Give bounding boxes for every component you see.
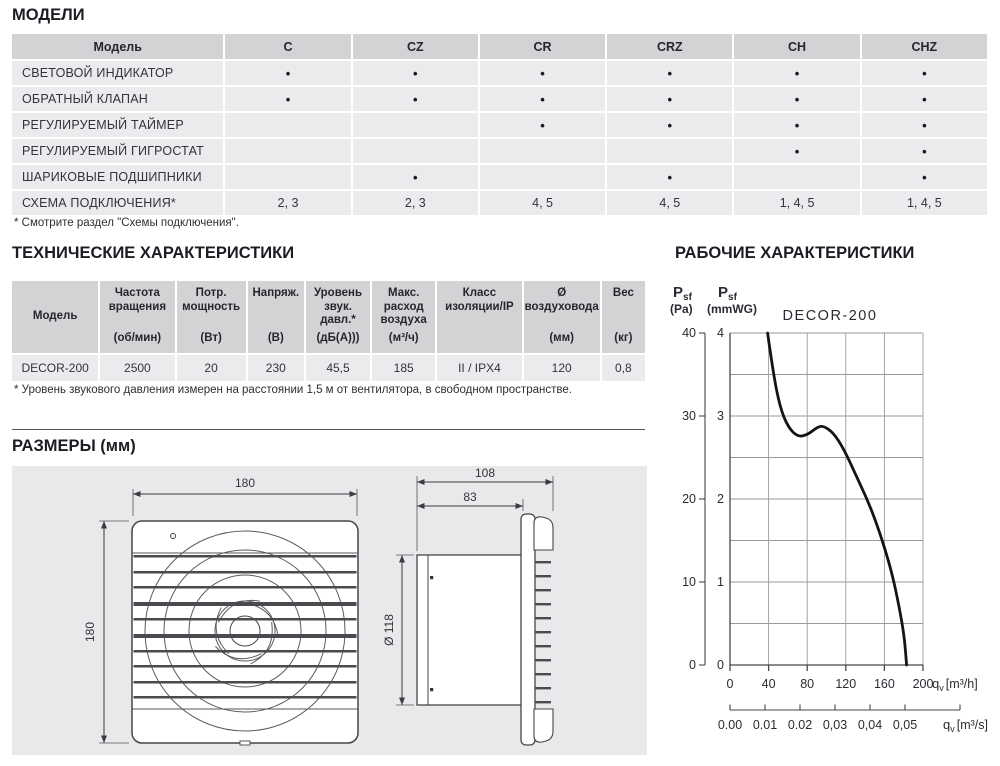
x-tick: 120 — [835, 677, 857, 691]
x2-tick: 0,03 — [822, 718, 848, 732]
feature-label: РЕГУЛИРУЕМЫЙ ГИГРОСТАТ — [12, 139, 223, 163]
feature-cell: • — [734, 139, 859, 163]
performance-chart-block — [660, 240, 1000, 766]
tech-col-header: Класс изоляции/IP — [437, 281, 521, 353]
section-title-dimensions: РАЗМЕРЫ (мм) — [12, 437, 136, 455]
feature-cell: • — [862, 165, 987, 189]
models-table — [10, 32, 989, 217]
spec-cell: 20 — [177, 355, 246, 381]
tech-col-header: Вес (кг) — [602, 281, 645, 353]
feature-cell: 1, 4, 5 — [862, 191, 987, 215]
mmwg-tick: 0 — [717, 658, 724, 672]
table-row — [12, 165, 987, 189]
x2-tick: 0,04 — [857, 718, 883, 732]
tech-col-header: Уровень звук. давл.* (дБ(А))) — [306, 281, 370, 353]
feature-cell: • — [734, 61, 859, 85]
dimensions-drawing — [12, 466, 647, 755]
chart-title: DECOR-200 — [782, 308, 878, 324]
bottom-flange — [534, 709, 553, 742]
feature-label: ОБРАТНЫЙ КЛАПАН — [12, 87, 223, 111]
tech-table — [10, 279, 647, 383]
spec-cell: 45,5 — [306, 355, 370, 381]
dim-depth-duct: 83 — [463, 490, 477, 504]
feature-cell: • — [353, 87, 478, 111]
spec-cell: 230 — [248, 355, 304, 381]
models-col-header: CH — [734, 34, 859, 59]
models-col-header: CR — [480, 34, 605, 59]
models-col-header: Модель — [12, 34, 223, 59]
table-row — [12, 87, 987, 111]
dim-front-width: 180 — [234, 476, 256, 490]
tech-table-data-row — [12, 355, 645, 381]
spec-cell: 0,8 — [602, 355, 645, 381]
tech-col-header: Напряж. (В) — [248, 281, 304, 353]
feature-cell: • — [607, 113, 732, 137]
feature-cell — [225, 113, 350, 137]
feature-label: СХЕМА ПОДКЛЮЧЕНИЯ* — [12, 191, 223, 215]
models-col-header: CHZ — [862, 34, 987, 59]
screw-dot — [430, 688, 433, 691]
feature-cell — [480, 139, 605, 163]
table-row — [12, 139, 987, 163]
side-fins — [535, 561, 551, 703]
x2-tick: 0.01 — [752, 718, 778, 732]
feature-cell — [225, 139, 350, 163]
fan-front-view — [132, 521, 358, 745]
x-tick: 0 — [726, 677, 734, 691]
section-title-performance: РАБОЧИЕ ХАРАКТЕРИСТИКИ — [675, 244, 915, 262]
pa-tick: 20 — [682, 492, 696, 506]
x2-tick: 0.00 — [717, 718, 743, 732]
tech-col-header: Частота вращения (об/мин) — [100, 281, 174, 353]
models-col-header: CZ — [353, 34, 478, 59]
feature-cell — [353, 139, 478, 163]
table-row — [12, 191, 987, 215]
feature-cell: • — [734, 87, 859, 111]
model-name-cell: DECOR-200 — [12, 355, 98, 381]
x-tick: 40 — [761, 677, 776, 691]
mmwg-tick: 1 — [717, 575, 724, 589]
feature-cell: • — [607, 87, 732, 111]
models-col-header: CRZ — [607, 34, 732, 59]
screw-dot — [430, 576, 433, 579]
mmwg-tick: 4 — [717, 326, 724, 340]
chart-grid — [730, 333, 923, 665]
fan-side-view — [417, 514, 553, 745]
spec-cell: 120 — [524, 355, 600, 381]
feature-cell — [480, 165, 605, 189]
section-title-tech: ТЕХНИЧЕСКИЕ ХАРАКТЕРИСТИКИ — [12, 244, 295, 262]
chart-axes — [730, 333, 923, 671]
feature-cell: • — [862, 139, 987, 163]
pa-tick: 10 — [682, 575, 696, 589]
feature-cell: • — [862, 113, 987, 137]
performance-chart — [660, 266, 1000, 766]
mmwg-tick: 2 — [717, 492, 724, 506]
spec-cell: 185 — [372, 355, 435, 381]
pa-tick: 0 — [689, 658, 696, 672]
feature-cell: 1, 4, 5 — [734, 191, 859, 215]
mmwg-axis-unit: (mmWG) — [707, 302, 757, 316]
tech-footnote: * Уровень звукового давления измерен на расстоянии 1,5 м от вентилятора, в свободном пространстве. — [14, 384, 572, 396]
pa-axis-title: $P_{sf}$ — [673, 284, 692, 303]
feature-cell: 4, 5 — [480, 191, 605, 215]
dim-duct-diameter: Ø 118 — [382, 614, 396, 646]
feature-cell: • — [607, 165, 732, 189]
top-flange — [534, 517, 553, 550]
x-tick: 200 — [912, 677, 934, 691]
feature-cell: 4, 5 — [607, 191, 732, 215]
tech-col-header: Ø воздуховода (мм) — [524, 281, 600, 353]
pa-axis-unit: (Pa) — [670, 302, 693, 316]
spec-cell: 2500 — [100, 355, 174, 381]
tech-col-header: Макс. расход воздуха (м³/ч) — [372, 281, 435, 353]
feature-cell: • — [480, 87, 605, 111]
feature-cell: • — [353, 61, 478, 85]
feature-cell: • — [225, 61, 350, 85]
feature-cell: 2, 3 — [353, 191, 478, 215]
feature-cell — [225, 165, 350, 189]
x2-tick: 0,05 — [892, 718, 918, 732]
secondary-x-axis — [730, 705, 960, 711]
spec-cell: II / IPX4 — [437, 355, 521, 381]
feature-cell: • — [734, 113, 859, 137]
models-col-header: C — [225, 34, 350, 59]
feature-cell — [607, 139, 732, 163]
table-row — [12, 61, 987, 85]
section-divider — [12, 429, 645, 430]
pa-axis — [699, 333, 705, 665]
mmwg-tick: 3 — [717, 409, 724, 423]
x-axis-unit-hour: $q_v$ [m³/h] — [932, 676, 978, 693]
feature-cell: • — [862, 87, 987, 111]
pa-tick: 40 — [682, 326, 696, 340]
x-tick: 80 — [800, 677, 815, 691]
tech-col-header: Модель — [12, 281, 98, 353]
feature-cell: 2, 3 — [225, 191, 350, 215]
tech-table-header-row — [12, 281, 645, 353]
front-panel-edge — [521, 514, 535, 745]
models-footnote: * Смотрите раздел "Схемы подключения". — [14, 217, 239, 229]
dimensions-drawing-panel — [12, 466, 647, 755]
dim-depth-total: 108 — [474, 466, 496, 480]
section-title-models: МОДЕЛИ — [12, 6, 85, 24]
feature-cell: • — [225, 87, 350, 111]
feature-cell: • — [862, 61, 987, 85]
feature-cell — [353, 113, 478, 137]
x2-tick: 0.02 — [787, 718, 813, 732]
models-table-header-row — [12, 34, 987, 59]
bottom-notch — [240, 741, 250, 745]
feature-label: СВЕТОВОЙ ИНДИКАТОР — [12, 61, 223, 85]
feature-cell: • — [607, 61, 732, 85]
table-row — [12, 113, 987, 137]
tech-col-header: Потр. мощность (Вт) — [177, 281, 246, 353]
mmwg-axis-title: $P_{sf}$ — [718, 284, 737, 303]
feature-cell: • — [480, 61, 605, 85]
feature-cell: • — [353, 165, 478, 189]
x-tick: 160 — [873, 677, 895, 691]
feature-label: ШАРИКОВЫЕ ПОДШИПНИКИ — [12, 165, 223, 189]
feature-cell — [734, 165, 859, 189]
x-axis-unit-second: $q_v$ [m³/s] — [943, 717, 988, 734]
dim-front-height: 180 — [83, 621, 97, 643]
pa-tick: 30 — [682, 409, 696, 423]
feature-label: РЕГУЛИРУЕМЫЙ ТАЙМЕР — [12, 113, 223, 137]
feature-cell: • — [480, 113, 605, 137]
